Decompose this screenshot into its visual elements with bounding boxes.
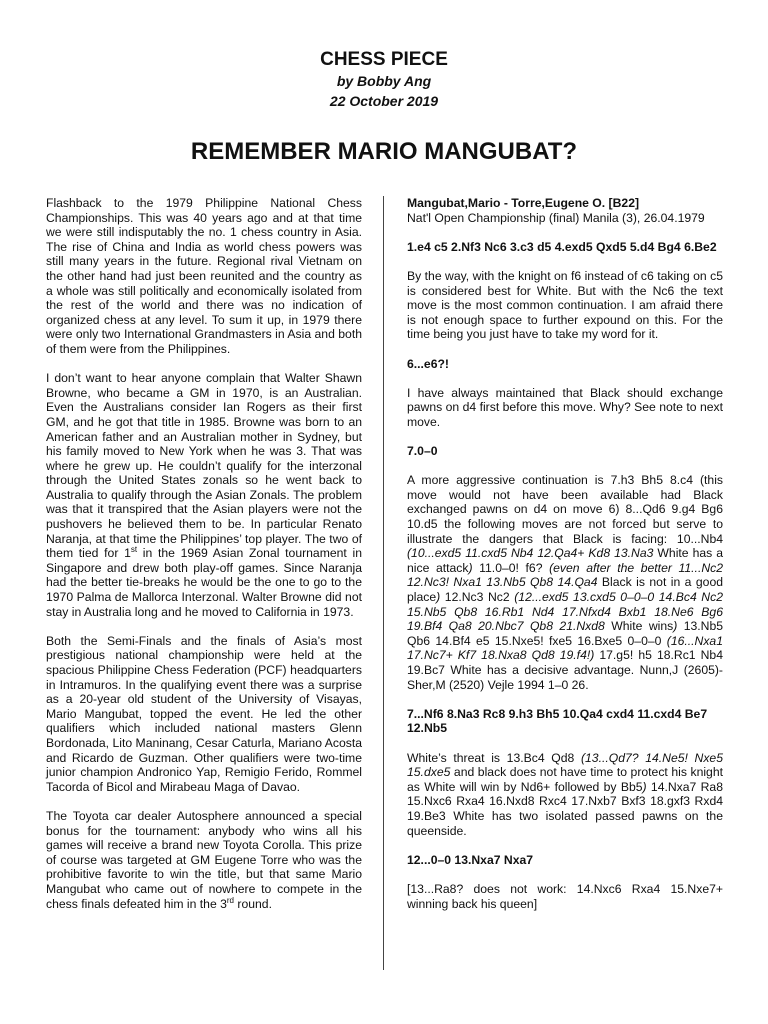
paragraph-flashback: Flashback to the 1979 Philippine National Chess Championships. This was 40 years ago and at that time we were still indisputably the no. 1 chess country in Asia. The rise of China and India as world chess powers was still many years in the future. Regional rival Vietnam on the other hand had just been reunited and the country as a whole was still politically and economically isolated from the rest of the world and there was no indication of organized chess at any level. To sum it up, in 1979 there were only two International Grandmasters in Asia and both of them were from the Philippines. — [46, 196, 362, 356]
annotation-1: By the way, with the knight on f6 instead of c6 taking on c5 is considered best for White. But with the Nc6 the text move is the most common continuation. I am afraid there is not enough space to further expound on this. For the time being you just have to take my word for it. — [407, 268, 723, 342]
right-column — [407, 196, 723, 926]
paragraph-semifinals: Both the Semi-Finals and the finals of Asia’s most prestigious national championship were held at the spacious Philippine Chess Federation (PCF) headquarters in Intramuros. In the qualifying event there was a surprise as a 20-year old student of the University of Visayas, Mario Mangubat, topped the event. He led the other qualifiers which included national masters Glenn Bordonada, Lito Maninang, Cesar Caturla, Mariano Acosta and Ricardo de Guzman. Other qualifiers were two-time junior champion Andronico Yap, Remigio Ferido, Rommel Tacorda of Bicol and Mirabeau Maga of Davao. — [46, 633, 362, 794]
annotation-5: [13...Ra8? does not work: 14.Nxc6 Rxa4 15.Nxe7+ winning back his queen] — [407, 881, 723, 911]
publication-date: 22 October 2019 — [329, 93, 439, 109]
annotation-4: White’s threat is 13.Bc4 Qd8 (13...Qd7? 14.Ne5! Nxe5 15.dxe5 and black does not have time to protect his knight as White will win by Nd6+ followed by Bb5) 14.Nxa7 Ra8 15.Nxc6 Rxa4 16.Nxd8 Rxc4 17.Nxb7 Bxf3 18.gxf3 Rxd4 19.Be3 White has two isolated passed pawns on the queenside. — [407, 750, 723, 838]
game-event: Nat'l Open Championship (final) Manila (3), 26.04.1979 — [407, 210, 705, 225]
annotation-3: A more aggressive continuation is 7.h3 Bh5 8.c4 (this move would not have been available had Black exchanged pawns on d4 on move 6) 8...Qd6 9.g4 Bg6 10.d5 the following moves are not forced but serve to illustrate the dangers that Black is facing: 10...Nb4 (10...exd5 11.cxd5 Nb4 12.Qa4+ Kd8 13.Na3 White has a nice attack) 11.0–0! f6? (even after the better 11...Nc2 12.Nc3! Nxa1 13.Nb5 Qb8 14.Qa4 Black is not in a good place) 12.Nc3 Nc2 (12...exd5 13.cxd5 0–0–0 14.Bc4 Nc2 15.Nb5 Qb8 16.Rb1 Nd4 17.Nfxd4 Bxb1 18.Ne6 Bg6 19.Bf4 Qa8 20.Nbc7 Qb8 21.Nxd8 White wins) 13.Nb5 Qb6 14.Bf4 e5 15.Nxe5! fxe5 16.Bxe5 0–0–0 (16...Nxa1 17.Nc7+ Kf7 18.Nxa8 Qd8 19.f4!) 17.g5! h5 18.Rc1 Nb4 19.Bc7 White has a decisive advantage. Nunn,J (2605)-Sher,M (2520) Vejle 1994 1–0 26. — [407, 473, 724, 692]
move-line-1: 1.e4 c5 2.Nf3 Nc6 3.c3 d5 4.exd5 Qxd5 5.d4 Bg4 6.Be2 — [407, 239, 717, 254]
move-line-3: 7.0–0 — [407, 444, 438, 459]
move-line-2: 6...e6?! — [407, 356, 449, 371]
move-line-4: 7...Nf6 8.Na3 Rc8 9.h3 Bh5 10.Qa4 cxd4 11.cxd4 Be7 12.Nb5 — [407, 706, 708, 736]
paragraph-toyota: The Toyota car dealer Autosphere announced a special bonus for the tournament: anybody who wins all his games will receive a brand new Toyota Corolla. This prize of course was targeted at GM Eugene Torre who was the prohibitive favorite to win the title, but that same Mario Mangubat who came out of nowhere to compete in the chess finals defeated him in the 3rd round. — [46, 808, 362, 911]
byline: by Bobby Ang — [336, 73, 432, 89]
column-title: CHESS PIECE — [320, 49, 448, 70]
annotation-2: I have always maintained that Black should exchange pawns on d4 first before this move. Why? See note to next move. — [407, 385, 723, 429]
paragraph-browne: I don’t want to hear anyone complain that Walter Shawn Browne, who became a GM in 1970, is an Australian. Even the Australians consider Ian Rogers as their first GM, and he got that title in 1985. Browne was born to an American father and an Australian mother in Sydney, but his family moved to New York when he was 3. That was where he grew up. He couldn’t qualify for the interzonal through the United States zonals so he went back to Australia to qualify through the Asian Zonals. The problem was that it transpired that the Asian players were not the pushovers he believed them to be. In particular Renato Naranja, at that time the Philippines’ top player. The two of them tied for 1st in the 1969 Asian Zonal tournament in Singapore and drew both play-off games. Since Naranja had the better tie-breaks he would be the one to go to the 1970 Palma de Mallorca Interzonal. Walter Browne did not stay in Australia long and he moved to California in 1973. — [46, 371, 362, 619]
column-divider — [383, 196, 384, 970]
move-line-5: 12...0–0 13.Nxa7 Nxa7 — [407, 852, 534, 867]
left-column — [46, 196, 362, 926]
article-headline: REMEMBER MARIO MANGUBAT? — [190, 138, 578, 165]
game-header: Mangubat,Mario - Torre,Eugene O. [B22] — [407, 196, 640, 210]
